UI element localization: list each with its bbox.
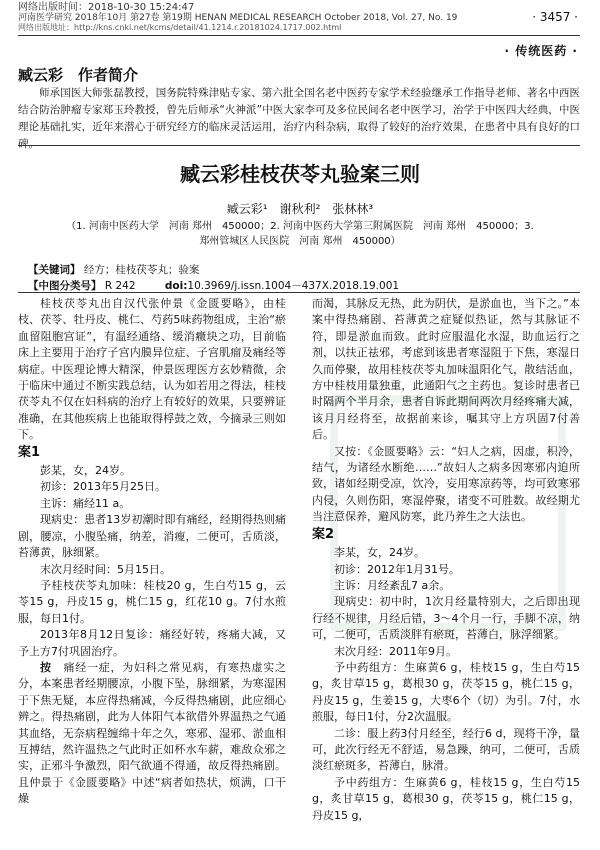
author-bio-text: 师承国医大师张磊教授，国务院特殊津贴专家、第六批全国名老中医药专家学术经验继承工作指导老师、著名中西医结合防治肿瘤专家郑玉玲教授，曾先后师承“火神派”中医大家李可及多位民间名老中医学习，治学于中医四大经典，中医理论基础扎实，近年来潜心于研究经方的临床灵活运用，治疗内科杂病，取得了较好的治疗效果，在患者中具有良好的口碑。 <box>18 87 580 150</box>
case-2-line: 予中药组方：生麻黄6 g，桂枝15 g，生白芍15 g，炙甘草15 g，葛根30 g，茯苓15 g，桃仁15 g，丹皮15 g， <box>312 775 580 822</box>
case-2-heading: 案2 <box>312 526 335 542</box>
online-address <box>18 22 341 34</box>
clc-code: R 242 <box>104 280 136 292</box>
keywords-label: 【关键词】 <box>28 264 81 276</box>
case-1-line: 现病史：患者13岁初潮时即有痛经，经期得热则痛剧，腰凉，小腹坠痛，纳差，消瘦，二便可，舌质淡，苔薄黄，脉细紧。 <box>18 513 286 560</box>
doi-value[interactable]: 10.3969/j.issn.1004－437X.2018.19.001 <box>187 280 400 292</box>
clc-label: 【中图分类号】 <box>28 280 102 292</box>
author-bio-title: 臧云彩 作者简介 <box>18 66 139 84</box>
case-1-line: 彭某，女，24岁。 <box>40 464 131 478</box>
case-1-line: 2013年8月12日复诊：痛经好转，疼痛大减，又予上方7付巩固治疗。 <box>18 628 286 658</box>
journal-issue-en: October 2018, Vol. 27, No. 19 <box>324 13 458 23</box>
case-2-line: 末次月经：2011年9月。 <box>334 644 457 658</box>
commentary-continued: 而渴，其脉反无热，此为阴伏，是淤血也，当下之。”本案中得热痛剧、苔薄黄之症疑似热证，然与其脉证不符，即是淤血而致。此时应服温化水湿，助血运行之剂，以扶正祛邪，考虑到该患者寒湿阻于下焦，寒湿日久而停聚，故用桂枝茯苓丸加味温阳化气，散结活血，方中桂枝用量独重，此通阳气之主药也。复诊时患者已时隔两个半月余，患者自诉此期间两次月经疼痛大减，该月月经将至，故据前来诊，嘱其守上方巩固7付善后。 <box>312 297 580 442</box>
bio-rule <box>18 145 580 146</box>
case-1-line: 予桂枝茯苓丸加味：桂枝20 g，生白芍15 g，云苓15 g，丹皮15 g，桃仁15 g，红花10 g。7付水煎服，每日1付。 <box>18 578 286 625</box>
journal-issue: 2018年10月 第27卷 第19期 <box>74 13 192 23</box>
article-title: 臧云彩桂枝茯苓丸验案三则 <box>180 162 420 186</box>
case-2-line: 二诊：服上药3付月经至，经行6 d，现将干净，量可，此次行经无不舒适，易急躁，纳可，二便可，舌质淡红瘀斑多，苔薄白，脉滑。 <box>312 726 580 773</box>
column-tag: · 传统医药 · <box>504 44 578 58</box>
article-authors: 臧云彩¹ 谢秋利² 张林林³ <box>226 202 374 216</box>
page-number: · 3457 · <box>532 10 578 24</box>
case-1-line: 末次月经时间：5月15日。 <box>40 562 171 576</box>
abstract-rule <box>18 292 580 293</box>
journal-name: 河南医学研究 <box>18 13 73 23</box>
case-2-line: 李某，女，24岁。 <box>334 546 425 560</box>
right-column <box>312 296 580 824</box>
doi-label: doi: <box>164 280 188 292</box>
online-time: 2018-10-30 15:24:47 <box>88 2 195 13</box>
left-column <box>18 296 286 808</box>
case-2-line: 现病史：初中时，1次月经量特别大，之后即出现行经不规律，月经后错，3～4个月一行，手脚不凉，纳可，二便可，舌质淡胖有瘀斑，苔薄白，脉浮细紧。 <box>312 595 580 642</box>
case-1-line: 主诉：痛经11 a。 <box>40 496 131 510</box>
author-affiliations: （1. 河南中医药大学 河南 郑州 450000；2. 河南中医药大学第三附属医院 河南 郑州 450000；3. 郑州管城区人民医院 河南 郑州 450000） <box>66 221 534 247</box>
header-rule <box>18 35 580 36</box>
online-address-label: 网络出版地址： <box>18 23 74 32</box>
commentary-label: 按 <box>40 660 52 674</box>
further-commentary: 又按：《金匮要略》云：“妇人之病，因虚，积冷，结气，为诸经水断绝……”故妇人之病多因寒邪内迫所致，诸如经期受凉，饮冷，妄用寒凉药等，均可致寒邪内侵，久则伤阳，寒湿停聚，诸变不可胜数。故经期尤当注意保养，避风防寒，此乃养生之大法也。 <box>312 444 580 524</box>
case-2-line: 主诉：月经紊乱7 a余。 <box>334 578 451 592</box>
intro-paragraph: 桂枝茯苓丸出自汉代张仲景《金匮要略》，由桂枝、茯苓、牡丹皮、桃仁、芍药5味药物组成，主治“瘀血留阻胞宫证”，有温经通络、缓消癥块之功，目前临床上主要用于治疗子宫内膜异位症、子宫肌瘤及痛经等病症。中医理论博大精深，仲景医理医方玄妙精微，余于临床中通过不断实践总结，认为如若用之得法，桂枝茯苓丸不仅在妇科病的治疗上有较好的效果，只要辨证准确，在其他疾病上也能取得桴鼓之效，今摘录三则如下。 <box>18 297 286 442</box>
keywords-text: 经方；桂枝茯苓丸；验案 <box>83 264 200 276</box>
case-1-line: 初诊：2013年5月25日。 <box>40 480 166 494</box>
case-1-commentary <box>18 660 286 808</box>
case-1-heading: 案1 <box>18 444 41 460</box>
case-2-line: 予中药组方：生麻黄6 g，桂枝15 g，生白芍15 g，炙甘草15 g，葛根30 g，茯苓15 g，桃仁15 g，丹皮15 g，生姜15 g，大枣6个（切）为引。7付，水煎服，每日1付，分2次温服。 <box>312 660 580 724</box>
journal-name-en: HENAN MEDICAL RESEARCH <box>194 13 322 23</box>
commentary-text: 痛经一症，为妇科之常见病，有寒热虚实之分，本案患者经期腰凉，小腹下坠，脉细紧，为寒湿困于下焦无疑，本应得热痛减，今反得热痛剧，此应细心辨之。得热痛剧，此为人体阳气本欲借外界温热之气通其血络，无奈病程缠绵十年之久，寒邪、湿邪、淤血相互搏结，然许温热之气此时正如杯水车薪，难敌众邪之实，正邪斗争激烈，阳气欲通不得通，故反得热痛剧。且仲景于《金匮要略》中述“病者如热状，烦满，口干燥 <box>18 660 286 806</box>
online-time-label: 网络出版时间： <box>18 2 88 13</box>
online-address-link[interactable]: http://kns.cnki.net/kcms/detail/41.1214.r.20181024.1717.002.html <box>74 23 342 32</box>
keywords <box>28 262 580 277</box>
classification-line <box>28 278 580 293</box>
case-2-line: 初诊：2012年1月31号。 <box>334 562 460 576</box>
